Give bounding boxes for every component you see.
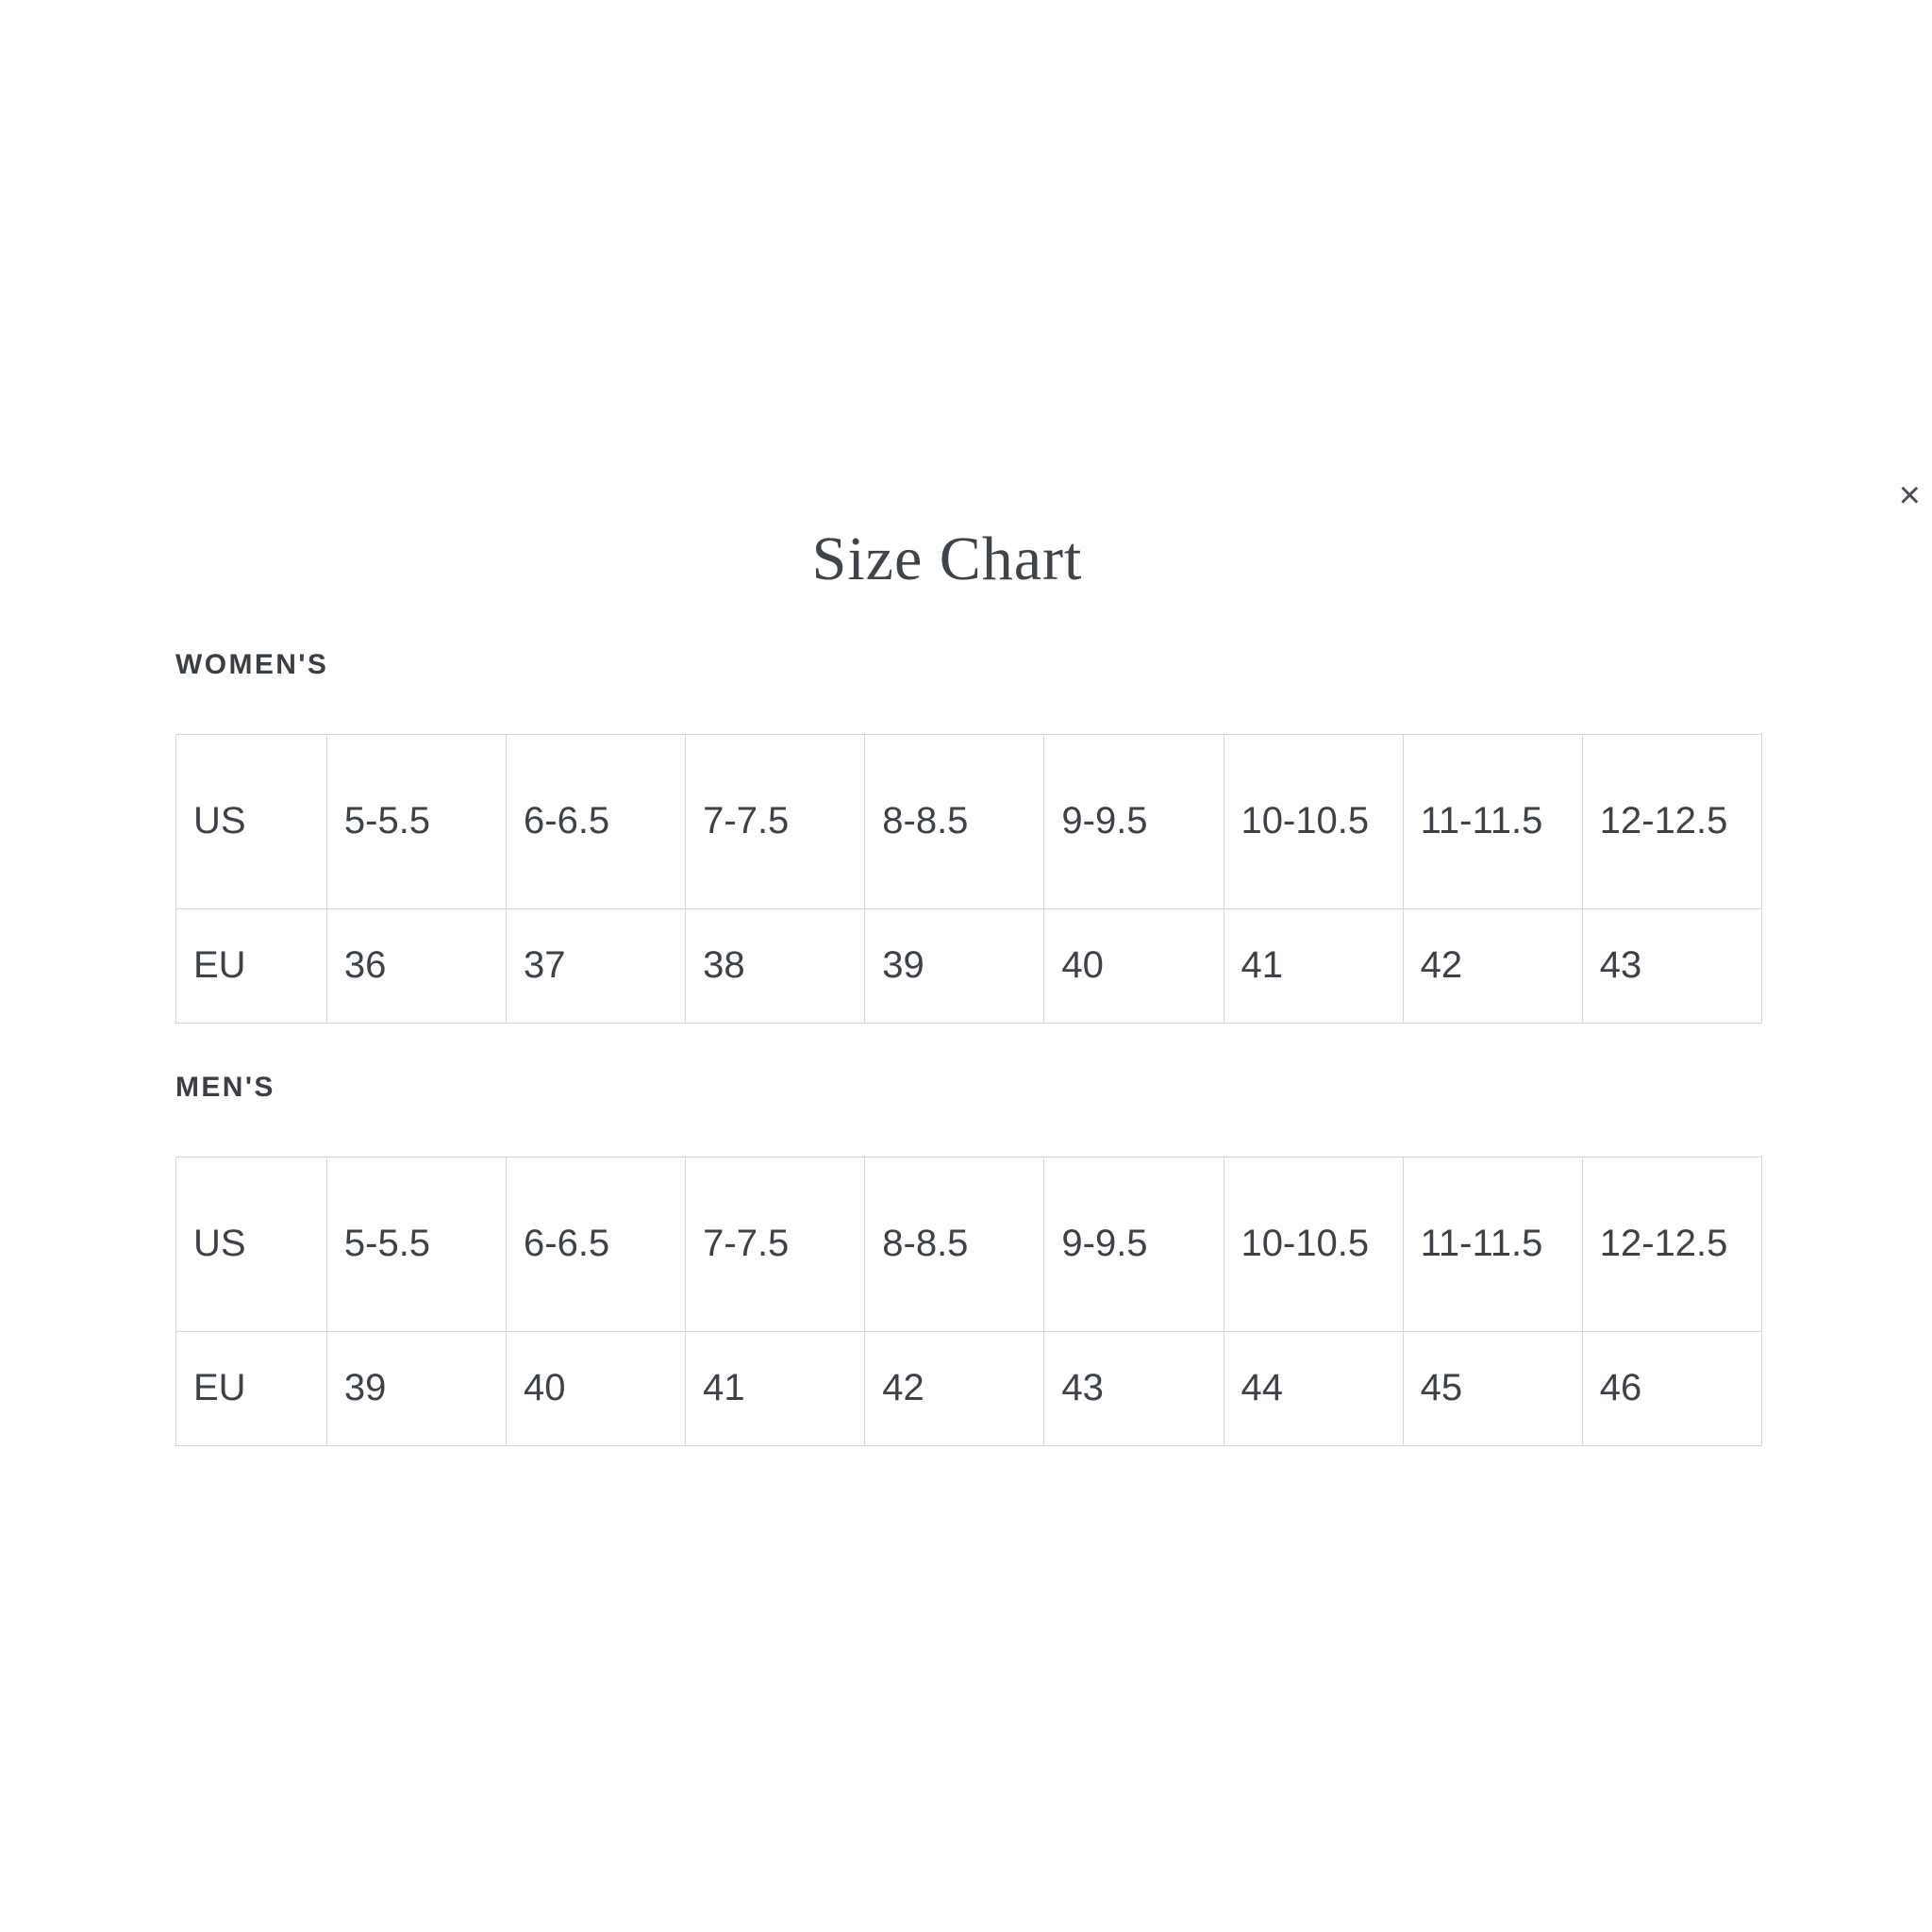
section-label-womens: WOMEN'S [175, 649, 329, 680]
cell-eu-3: 38 [686, 909, 865, 1024]
cell-eu-7: 45 [1403, 1332, 1582, 1446]
row-header-eu: EU [176, 1332, 327, 1446]
cell-eu-3: 41 [686, 1332, 865, 1446]
close-icon[interactable]: × [1898, 475, 1921, 516]
cell-us-6: 10-10.5 [1224, 1158, 1403, 1332]
cell-eu-6: 41 [1224, 909, 1403, 1024]
table-row [176, 735, 1762, 909]
row-header-us: US [176, 735, 327, 909]
cell-us-2: 6-6.5 [507, 735, 686, 909]
cell-us-1: 5-5.5 [326, 735, 506, 909]
table-row [176, 1158, 1762, 1332]
cell-us-6: 10-10.5 [1224, 735, 1403, 909]
cell-us-4: 8-8.5 [865, 735, 1044, 909]
cell-eu-6: 44 [1224, 1332, 1403, 1446]
mens-size-table [175, 1157, 1762, 1446]
cell-us-5: 9-9.5 [1044, 1158, 1224, 1332]
cell-us-4: 8-8.5 [865, 1158, 1044, 1332]
cell-us-8: 12-12.5 [1582, 1158, 1761, 1332]
cell-eu-1: 36 [326, 909, 506, 1024]
cell-us-5: 9-9.5 [1044, 735, 1224, 909]
cell-eu-8: 46 [1582, 1332, 1761, 1446]
cell-us-1: 5-5.5 [326, 1158, 506, 1332]
cell-eu-5: 43 [1044, 1332, 1224, 1446]
cell-eu-8: 43 [1582, 909, 1761, 1024]
table-row [176, 909, 1762, 1024]
cell-us-3: 7-7.5 [686, 1158, 865, 1332]
page-title-text: Size Chart [811, 525, 1083, 593]
cell-eu-2: 40 [507, 1332, 686, 1446]
cell-eu-2: 37 [507, 909, 686, 1024]
cell-us-8: 12-12.5 [1582, 735, 1761, 909]
row-header-us: US [176, 1158, 327, 1332]
page-title [0, 524, 1932, 595]
table-row [176, 1332, 1762, 1446]
cell-us-7: 11-11.5 [1403, 1158, 1582, 1332]
cell-eu-7: 42 [1403, 909, 1582, 1024]
cell-us-3: 7-7.5 [686, 735, 865, 909]
cell-us-7: 11-11.5 [1403, 735, 1582, 909]
cell-eu-1: 39 [326, 1332, 506, 1446]
cell-eu-5: 40 [1044, 909, 1224, 1024]
cell-us-2: 6-6.5 [507, 1158, 686, 1332]
section-label-mens: MEN'S [175, 1072, 275, 1103]
womens-size-table [175, 734, 1762, 1024]
row-header-eu: EU [176, 909, 327, 1024]
cell-eu-4: 39 [865, 909, 1044, 1024]
cell-eu-4: 42 [865, 1332, 1044, 1446]
